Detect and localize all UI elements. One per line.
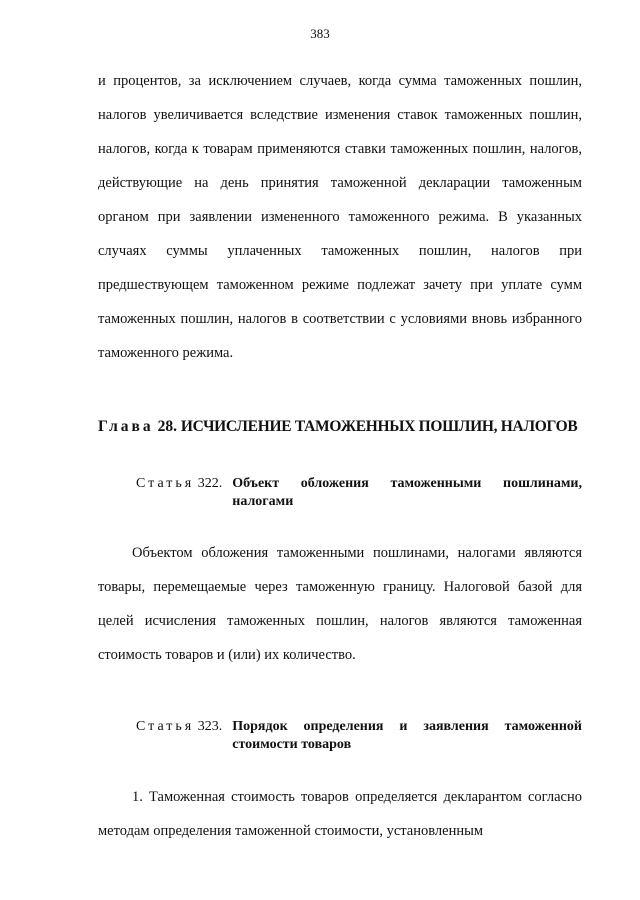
- intro-paragraph: и процентов, за исключением случаев, когда сумма таможенных пошлин, налогов увеличивается вследствие изменения ставок таможенных пошлин, налогов, когда к товарам применяются ставки таможенных пошлин, налогов, действующие на день принятия таможенной декларации таможенным органом при заявлении измененного таможенного режима. В указанных случаях суммы уплаченных таможенных пошлин, налогов при предшествующем таможенном режиме подлежат зачету при уплате сумм таможенных пошлин, налогов в соответствии с условиями вновь избранного таможенного режима.: [98, 73, 582, 361]
- chapter-number: 28.: [157, 418, 177, 435]
- article-number: 323.: [197, 719, 223, 734]
- article-label: [136, 475, 232, 511]
- article-322-paragraph: Объектом обложения таможенными пошлинами, налогами являются товары, перемещаемые через таможенную границу. Налоговой базой для целей исчисления таможенных пошлин, налогов являются таможенная стоимость товаров и (или) их количество.: [98, 545, 582, 663]
- chapter-word: Глава: [98, 418, 154, 435]
- article-title: Порядок определения и заявления таможенной стоимости товаров: [232, 719, 582, 752]
- chapter-title: ИСЧИСЛЕНИЕ ТАМОЖЕННЫХ ПОШЛИН, НАЛОГОВ: [180, 418, 578, 435]
- article-title: Объект обложения таможенными пошлинами, налогами: [232, 476, 582, 509]
- page-number: 383: [310, 26, 330, 41]
- article-323-heading: [136, 718, 582, 754]
- article-number: 322.: [197, 476, 223, 491]
- article-323-paragraph: 1. Таможенная стоимость товаров определяется декларантом согласно методам определения таможенной стоимости, установленным: [98, 789, 582, 839]
- chapter-heading: [98, 418, 582, 436]
- article-word: Статья: [136, 476, 195, 491]
- article-label: [136, 718, 232, 754]
- article-322-heading: [136, 475, 582, 511]
- article-word: Статья: [136, 719, 195, 734]
